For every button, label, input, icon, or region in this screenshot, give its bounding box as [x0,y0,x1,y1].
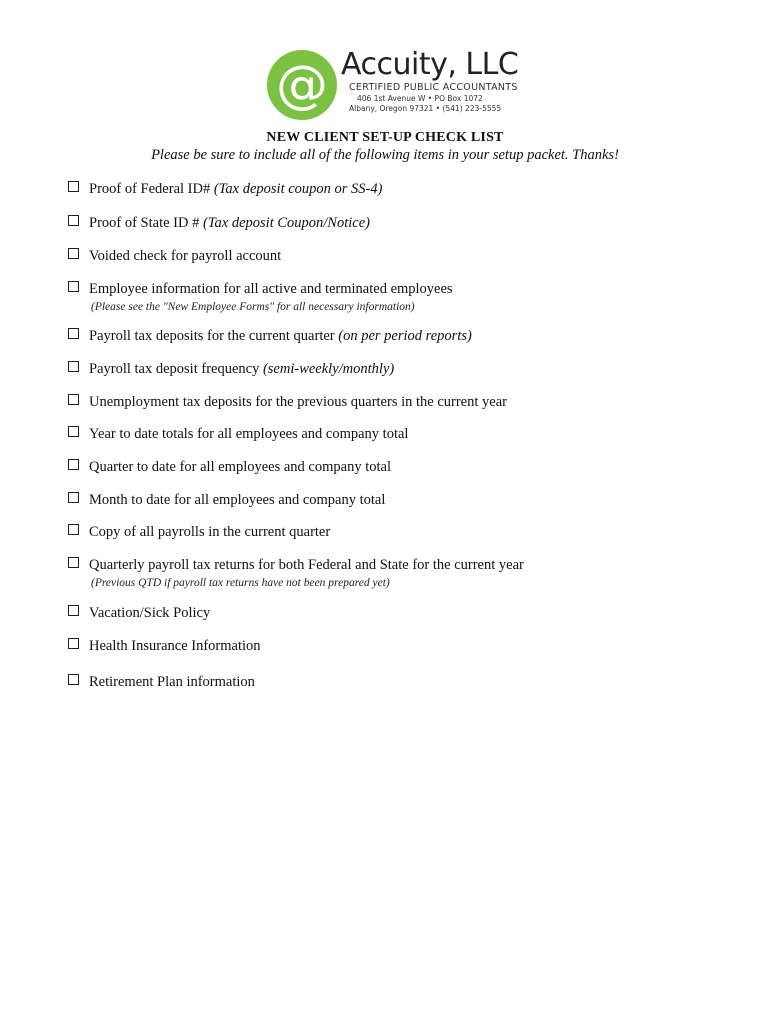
company-address-line1: 406 1st Avenue W • PO Box 1072 [357,94,483,103]
checklist-item [68,327,748,345]
checkbox[interactable] [68,281,79,292]
item-text: Year to date totals for all employees and company total [89,426,409,442]
at-sign-icon: @ [276,55,328,115]
checkbox[interactable] [68,181,79,192]
item-text: Vacation/Sick Policy [89,605,211,621]
checklist-item [68,523,748,541]
checkbox[interactable] [68,674,79,685]
item-text: Quarter to date for all employees and company total [89,459,391,475]
checkbox[interactable] [68,492,79,503]
checklist-item [68,247,748,265]
item-subnote: (Please see the "New Employee Forms" for all necessary information) [91,301,415,313]
item-text: Payroll tax deposits for the current quarter [89,328,335,344]
company-tagline: CERTIFIED PUBLIC ACCOUNTANTS [349,82,518,93]
checklist-item [68,180,748,198]
checkbox[interactable] [68,426,79,437]
item-text: Payroll tax deposit frequency [89,361,260,377]
checkbox[interactable] [68,524,79,535]
checkbox[interactable] [68,394,79,405]
company-logo [267,47,519,120]
item-text: Retirement Plan information [89,674,255,690]
item-text: Proof of Federal ID# [89,181,211,197]
checkbox[interactable] [68,361,79,372]
checkbox[interactable] [68,557,79,568]
checklist-item [68,556,748,589]
page-title: NEW CLIENT SET-UP CHECK LIST [266,130,504,145]
item-note: (Tax deposit coupon or SS-4) [213,181,383,197]
checkbox[interactable] [68,459,79,470]
checkbox[interactable] [68,328,79,339]
checkbox[interactable] [68,215,79,226]
checklist-item [68,280,748,313]
checkbox[interactable] [68,638,79,649]
checklist-item [68,637,748,655]
checklist-item [68,393,748,411]
item-note: (on per period reports) [338,328,472,344]
checklist-item [68,458,748,476]
company-name: Accuity, LLC [341,47,519,82]
item-subnote: (Previous QTD if payroll tax returns have not been prepared yet) [91,577,390,589]
page-subtitle: Please be sure to include all of the following items in your setup packet. Thanks! [151,147,619,163]
item-text: Quarterly payroll tax returns for both Federal and State for the current year [89,557,524,573]
item-text: Unemployment tax deposits for the previous quarters in the current year [89,394,507,410]
checklist-item [68,214,748,232]
checklist-item [68,673,748,691]
item-text: Proof of State ID # [89,215,200,231]
checkbox[interactable] [68,248,79,259]
item-text: Employee information for all active and terminated employees [89,281,453,297]
checklist-item [68,425,748,443]
item-note: (semi-weekly/monthly) [262,361,395,377]
item-note: (Tax deposit Coupon/Notice) [202,215,370,231]
item-text: Voided check for payroll account [89,248,282,264]
checklist-item [68,360,748,378]
checklist-item [68,604,748,622]
company-address-line2: Albany, Oregon 97321 • (541) 223-5555 [349,104,502,113]
item-text: Copy of all payrolls in the current quarter [89,524,331,540]
item-text: Month to date for all employees and company total [89,492,386,508]
checkbox[interactable] [68,605,79,616]
item-text: Health Insurance Information [89,638,261,654]
checklist-item [68,491,748,509]
